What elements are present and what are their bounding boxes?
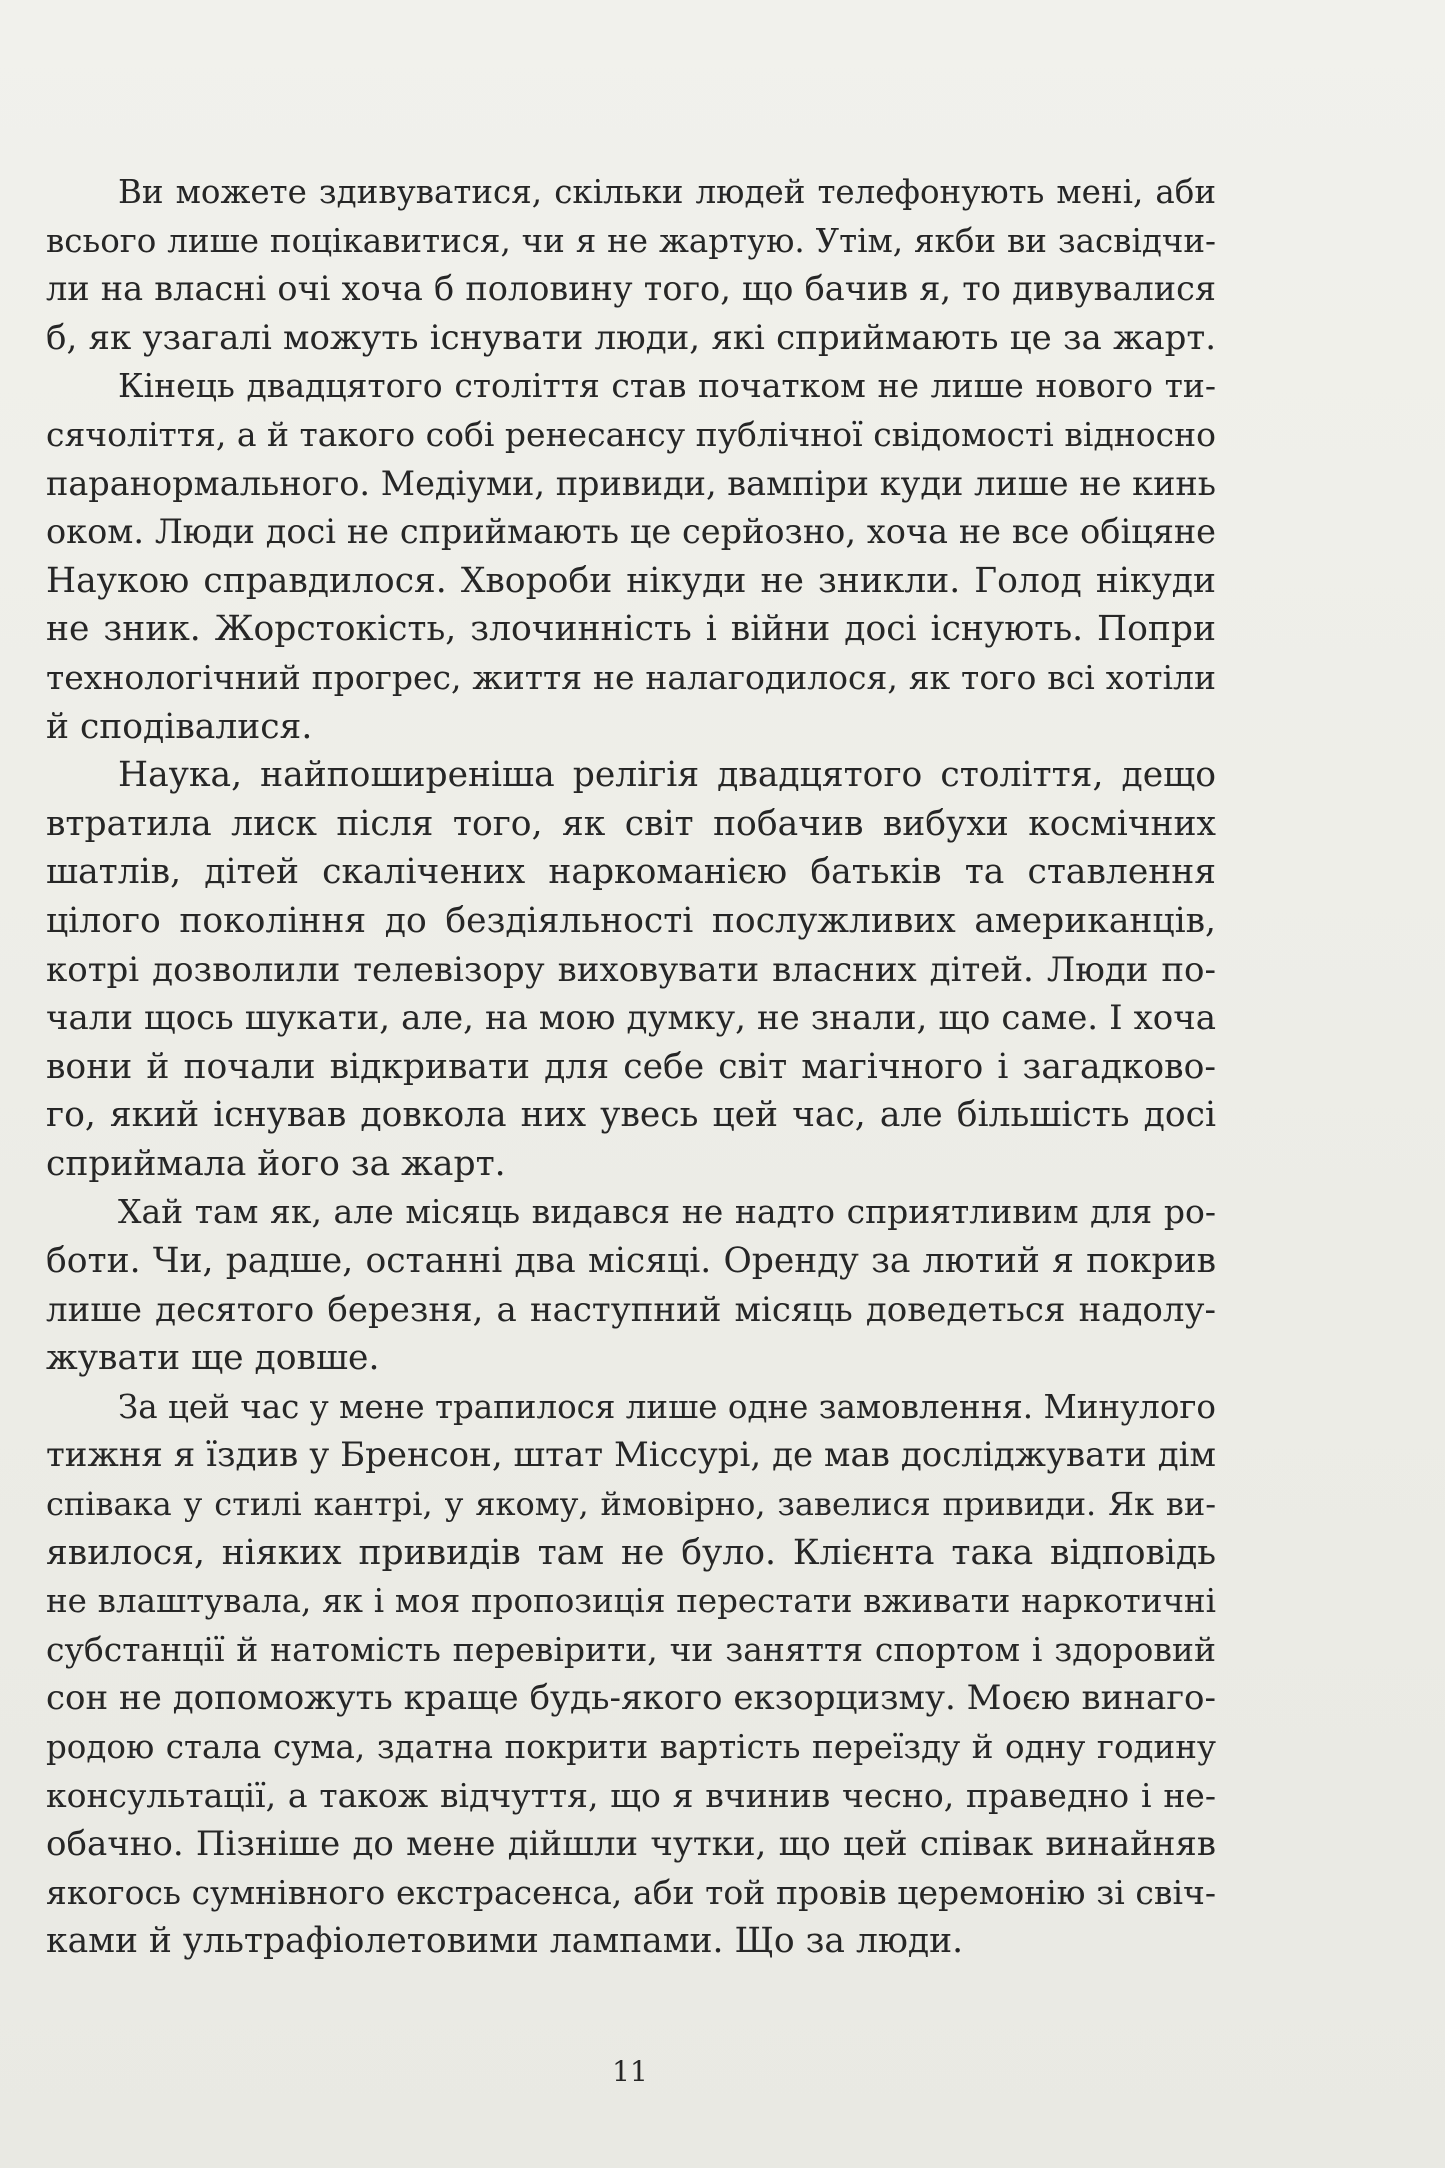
text-line: не зник. Жорстокість, злочинність і війни досі існують. Попри [46,609,1216,650]
text-line: Наука, найпоширеніша релігія двадцятого століття, дещо [118,755,1216,796]
text-line: явилося, ніяких привидів там не було. Клієнта така відповідь [46,1532,1216,1573]
text-line: сячоліття, а й такого собі ренесансу публічної свідомості відносно [46,414,1216,454]
text-line: й сподівалися. [46,706,313,747]
paragraph [46,1188,1216,1382]
text-line: лише десятого березня, а наступний місяць доведеться надолу- [46,1289,1216,1330]
text-line: б, як узагалі можуть існувати люди, які сприймають це за жарт. [46,317,1216,358]
text-line: цілого покоління до бездіяльності послужливих американців, [46,900,1216,941]
text-line: субстанції й натомість перевірити, чи заняття спортом і здоровий [46,1629,1216,1669]
paragraph [46,168,1216,362]
text-line: тижня я їздив у Бренсон, штат Міссурі, де мав досліджувати дім [46,1435,1216,1476]
text-line: жувати ще довше. [46,1338,380,1379]
text-line: паранормального. Медіуми, привиди, вампіри куди лише не кинь [46,463,1216,503]
text-line: співака у стилі кантрі, у якому, ймовірно, завелися привиди. Як ви- [46,1485,1216,1524]
page-number: 11 [612,2055,648,2088]
text-line: обачно. Пізніше до мене дійшли чутки, що цей співак винайняв [46,1824,1216,1865]
text-line: За цей час у мене трапилося лише одне замовлення. Минулого [118,1387,1216,1426]
text-line: Хай там як, але місяць видався не надто сприятливим для ро- [118,1192,1216,1232]
text-line: ками й ультрафіолетовими лампами. Що за люди. [46,1921,964,1962]
text-line: сон не допоможуть краще будь-якого екзорцизму. Моєю винаго- [46,1678,1216,1719]
text-line: не влаштувала, як і моя пропозиція перестати вживати наркотичні [46,1582,1216,1621]
text-line: консультації, а також відчуття, що я вчинив чесно, праведно і не- [46,1775,1216,1815]
text-line: вони й почали відкривати для себе світ магічного і загадково- [46,1046,1216,1087]
text-line: шатлів, дітей скалічених наркоманією батьків та ставлення [46,852,1216,893]
text-line: сприймала його за жарт. [46,1143,506,1184]
text-line: чали щось шукати, але, на мою думку, не знали, що саме. І хоча [46,998,1216,1039]
text-line: якогось сумнівного екстрасенса, аби той провів церемонію зі свіч- [46,1872,1216,1912]
text-line: родою стала сума, здатна покрити вартість переїзду й одну годину [46,1728,1216,1766]
text-line: Ви можете здивуватися, скільки людей телефонують мені, аби [118,173,1216,211]
text-line: ли на власні очі хоча б половину того, що бачив я, то дивувалися [46,269,1216,309]
text-line: Наукою справдилося. Хвороби нікуди не зникли. Голод нікуди [46,560,1216,601]
text-line: оком. Люди досі не сприймають це серйозно, хоча не все обіцяне [46,512,1216,552]
body-text [46,168,1216,1966]
text-line: котрі дозволили телевізору виховувати власних дітей. Люди по- [46,949,1216,990]
text-line: го, який існував довкола них увесь цей час, але більшість досі [46,1095,1216,1136]
paragraph [46,1383,1216,1966]
text-line: технологічний прогрес, життя не налагодилося, як того всі хотіли [46,657,1216,697]
paragraph [46,362,1216,751]
text-line: втратила лиск після того, як світ побачив вибухи космічних [46,803,1216,844]
text-line: всього лише поцікавитися, чи я не жартую. Утім, якби ви засвідчи- [46,221,1216,260]
paragraph [46,751,1216,1188]
text-line: Кінець двадцятого століття став початком не лише нового ти- [118,366,1216,406]
text-line: боти. Чи, радше, останні два місяці. Оренду за лютий я покрив [46,1241,1216,1282]
